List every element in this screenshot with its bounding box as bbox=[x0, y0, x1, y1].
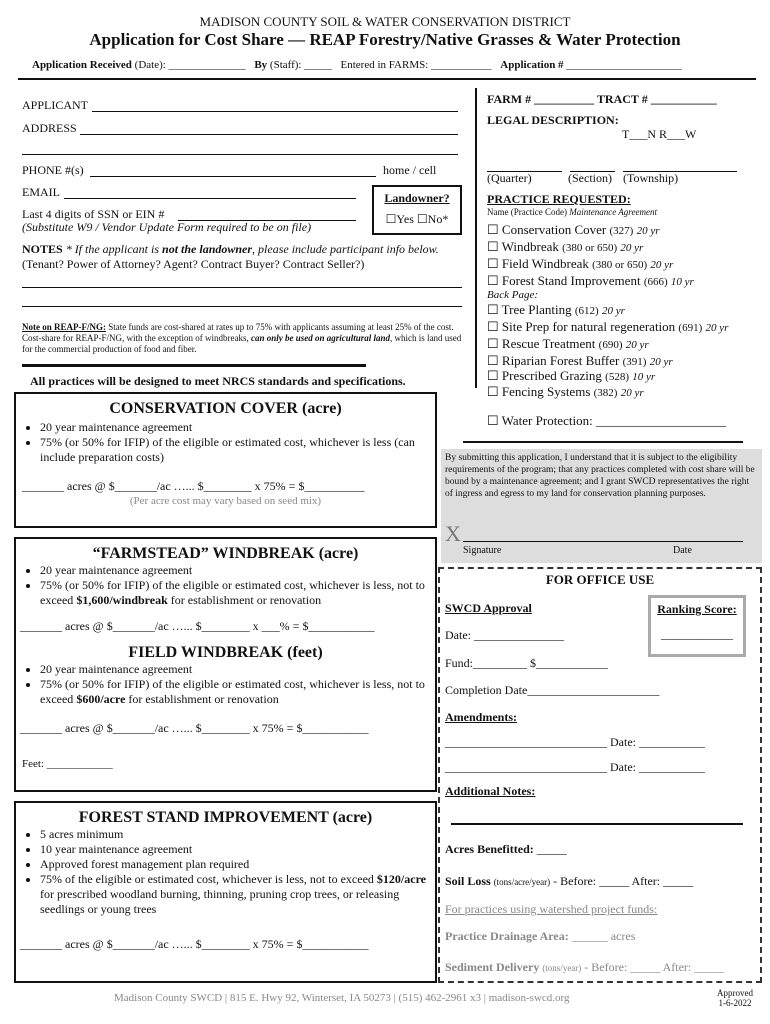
approval-date[interactable]: Date: _______________ bbox=[445, 628, 564, 642]
bullet: • 75% (or 50% for IFIP) of the eligible or estimated cost, whichever is less (can include preparation costs) bbox=[40, 435, 430, 465]
footer-address: Madison County SWCD | 815 E. Hwy 92, Winterset, IA 50273 | (515) 462-2961 x3 | madison-swcd.org bbox=[114, 992, 570, 1004]
notes-text: NOTES * If the applicant is not the landowner, please include participant info below. bbox=[22, 242, 439, 256]
practice-conservation-cover[interactable]: ☐ Conservation Cover (327) 20 yr bbox=[487, 222, 660, 237]
conservation-cover-note: (Per acre cost may vary based on seed mix) bbox=[129, 495, 322, 507]
quarter-label: (Quarter) bbox=[487, 171, 532, 185]
phone-label: PHONE #(s) bbox=[22, 163, 84, 177]
farmstead-calc[interactable]: _______ acres @ $_______/ac …... $________ x ___% = $___________ bbox=[20, 619, 375, 633]
landowner-yes-checkbox[interactable]: ☐Yes bbox=[385, 212, 414, 226]
signature-panel bbox=[441, 449, 762, 563]
landowner-no-checkbox[interactable]: ☐No* bbox=[416, 212, 449, 226]
forest-stand-title: FOREST STAND IMPROVEMENT (acre) bbox=[78, 809, 373, 826]
farmstead-windbreak-title: “FARMSTEAD” WINDBREAK (acre) bbox=[92, 545, 359, 562]
fund-field[interactable]: Fund:_________ $____________ bbox=[445, 656, 609, 670]
column-divider bbox=[475, 88, 477, 388]
section-label: (Section) bbox=[568, 171, 612, 185]
landowner-options bbox=[374, 212, 460, 227]
email-field[interactable] bbox=[64, 198, 356, 199]
notes-field-1[interactable] bbox=[22, 287, 462, 288]
back-page-label: Back Page: bbox=[487, 289, 538, 301]
practice-list bbox=[487, 222, 767, 290]
email-label: EMAIL bbox=[22, 185, 60, 199]
notes-line2: (Tenant? Power of Attorney? Agent? Contract Buyer? Contract Seller?) bbox=[22, 257, 365, 271]
nrcs-note: All practices will be designed to meet NRCS standards and specifications. bbox=[30, 374, 406, 388]
practice-forest-stand[interactable]: ☐ Forest Stand Improvement (666) 10 yr bbox=[487, 273, 694, 288]
field-windbreak-calc[interactable]: _______ acres @ $_______/ac …... $________ x 75% = $___________ bbox=[20, 721, 369, 735]
signature-field[interactable] bbox=[463, 541, 743, 542]
farm-tract-line: FARM # __________ TRACT # ___________ bbox=[487, 92, 717, 106]
bullet: • Approved forest management plan required bbox=[40, 857, 432, 872]
landowner-box bbox=[372, 185, 462, 235]
address-label: ADDRESS bbox=[22, 121, 77, 135]
practice-prescribed-grazing[interactable]: ☐ Prescribed Grazing (528) 10 yr bbox=[487, 368, 656, 383]
applicant-field[interactable] bbox=[92, 111, 458, 112]
additional-notes-label: Additional Notes: bbox=[445, 784, 536, 798]
bullet: • 75% (or 50% for IFIP) of the eligible or estimated cost, whichever is less, not to exceed $1,600/windbreak for establishment or renovation bbox=[40, 578, 430, 608]
bullet: • 20 year maintenance agreement bbox=[40, 662, 430, 677]
back-practice-list bbox=[487, 302, 767, 370]
practice-legend: Name (Practice Code) Maintenance Agreement bbox=[487, 207, 657, 217]
forest-stand-bullets bbox=[16, 827, 432, 917]
practice-fencing[interactable]: ☐ Fencing Systems (382) 20 yr bbox=[487, 384, 644, 399]
farmstead-bullets bbox=[16, 563, 430, 608]
date-label: Date bbox=[673, 545, 692, 556]
applicant-label: APPLICANT bbox=[22, 98, 89, 112]
reap-note: Note on REAP-F/NG: State funds are cost-shared at rates up to 75% with applicants assuming at least 25% of the cost. Cost-share for REAP-F/NG, with the exception of windbreaks, can only be used on agricultural land, which is land used for the commercial production of food and fiber. bbox=[22, 322, 462, 354]
field-windbreak-bullets bbox=[16, 662, 430, 707]
practice-field-windbreak[interactable]: ☐ Field Windbreak (380 or 650) 20 yr bbox=[487, 256, 674, 271]
page-title: Application for Cost Share — REAP Forestry/Native Grasses & Water Protection bbox=[89, 30, 681, 49]
home-cell-label: home / cell bbox=[383, 163, 437, 177]
address-field-2[interactable] bbox=[22, 154, 458, 155]
bullet: • 5 acres minimum bbox=[40, 827, 432, 842]
header-rule bbox=[18, 78, 756, 80]
org-name: MADISON COUNTY SOIL & WATER CONSERVATION DISTRICT bbox=[199, 14, 571, 29]
sediment-delivery[interactable]: Sediment Delivery (tons/year) - Before: _____ After: _____ bbox=[445, 960, 725, 974]
drainage-area[interactable]: Practice Drainage Area: ______ acres bbox=[445, 929, 636, 943]
practice-site-prep[interactable]: ☐ Site Prep for natural regeneration (691) 20 yr bbox=[487, 319, 729, 334]
notes-field-2[interactable] bbox=[22, 306, 462, 307]
conservation-cover-calc[interactable]: _______ acres @ $_______/ac …... $________ x 75% = $__________ bbox=[22, 479, 365, 493]
legal-description-label: LEGAL DESCRIPTION: bbox=[487, 113, 619, 127]
approved-stamp: Approved 1-6-2022 bbox=[717, 988, 753, 1008]
office-use-title: FOR OFFICE USE bbox=[545, 572, 655, 587]
bullet: • 20 year maintenance agreement bbox=[40, 563, 430, 578]
received-line: Application Received (Date): ______________ By (Staff): _____ Entered in FARMS: ___________ Application # _____________________ bbox=[32, 59, 682, 71]
signature-x: X bbox=[445, 521, 461, 546]
practice-windbreak[interactable]: ☐ Windbreak (380 or 650) 20 yr bbox=[487, 239, 644, 254]
practice-rescue-treatment[interactable]: ☐ Rescue Treatment (690) 20 yr bbox=[487, 336, 649, 351]
forest-stand-box bbox=[14, 801, 437, 983]
watershed-note: For practices using watershed project funds: bbox=[445, 902, 658, 916]
ranking-score-label: Ranking Score: bbox=[657, 602, 737, 616]
amendment-1[interactable]: ___________________________ Date: ___________ bbox=[445, 735, 705, 749]
ranking-score-field[interactable]: ____________ bbox=[661, 627, 733, 641]
bullet: • 75% (or 50% for IFIP) of the eligible or estimated cost, whichever is less, not to exceed $600/acre for establishment or renovation bbox=[40, 677, 430, 707]
ssn-label: Last 4 digits of SSN or EIN # bbox=[22, 207, 165, 221]
windbreak-box bbox=[14, 537, 437, 792]
field-windbreak-title: FIELD WINDBREAK (feet) bbox=[128, 644, 323, 661]
amendment-2[interactable]: ___________________________ Date: ___________ bbox=[445, 760, 705, 774]
bullet: • 20 year maintenance agreement bbox=[40, 420, 430, 435]
conservation-cover-box bbox=[14, 392, 437, 528]
bullet: • 75% of the eligible or estimated cost, whichever is less, not to exceed $120/acre for prescribed woodland burning, thinning, pruning crop trees, or releasing seedlings or young trees bbox=[40, 872, 432, 917]
swcd-approval-label: SWCD Approval bbox=[445, 601, 532, 615]
practice-riparian-buffer[interactable]: ☐ Riparian Forest Buffer (391) 20 yr bbox=[487, 353, 673, 368]
township-range: T___N R___W bbox=[622, 127, 697, 141]
reap-rule bbox=[22, 364, 366, 367]
acres-benefitted[interactable]: Acres Benefitted: _____ bbox=[445, 842, 567, 856]
farm-rule bbox=[463, 441, 743, 443]
feet-field[interactable]: Feet: ____________ bbox=[22, 758, 113, 770]
notes-rule bbox=[451, 823, 743, 825]
township-label: (Township) bbox=[623, 171, 679, 185]
conservation-cover-title: CONSERVATION COVER (acre) bbox=[109, 400, 342, 417]
signature-label: Signature bbox=[463, 545, 502, 556]
phone-field[interactable] bbox=[90, 176, 376, 177]
soil-loss[interactable]: Soil Loss (tons/acre/year) - Before: _____ After: _____ bbox=[445, 874, 694, 888]
amendments-label: Amendments: bbox=[445, 710, 517, 724]
practice-tree-planting[interactable]: ☐ Tree Planting (612) 20 yr bbox=[487, 302, 625, 317]
bullet: • 10 year maintenance agreement bbox=[40, 842, 432, 857]
signature-statement: By submitting this application, I understand that it is subject to the eligibility requirements of the program; that any practices completed with cost share will be bound by a maintenance agreement; and I grant SWCD representatives the right of ingress and egress to my land for conservation planning purposes. bbox=[445, 453, 755, 499]
ranking-score-box bbox=[648, 595, 746, 657]
practice-requested-label: PRACTICE REQUESTED: bbox=[487, 192, 631, 206]
completion-date[interactable]: Completion Date______________________ bbox=[445, 683, 660, 697]
landowner-label: Landowner? bbox=[384, 191, 450, 205]
forest-stand-calc[interactable]: _______ acres @ $_______/ac …... $________ x 75% = $___________ bbox=[20, 937, 369, 951]
practice-water-protection[interactable]: ☐ Water Protection: ____________________ bbox=[487, 413, 726, 428]
ssn-note: (Substitute W9 / Vendor Update Form required to be on file) bbox=[22, 220, 312, 234]
address-field[interactable] bbox=[80, 134, 458, 135]
conservation-cover-bullets bbox=[16, 420, 430, 465]
